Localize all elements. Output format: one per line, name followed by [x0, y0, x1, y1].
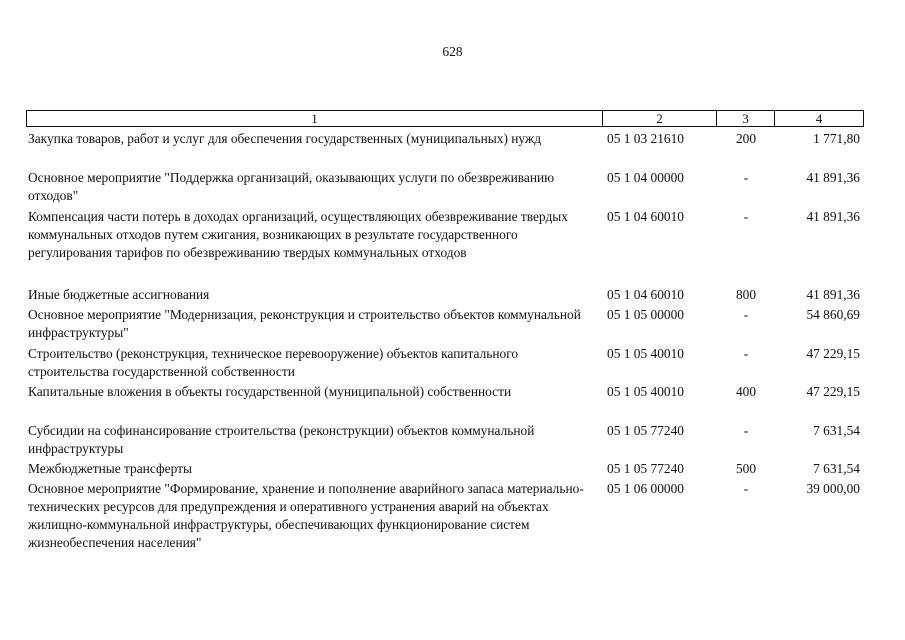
header-col-3: 3: [716, 111, 774, 126]
row-code: 05 1 04 60010: [607, 209, 684, 224]
row-amount: 7 631,54: [813, 461, 860, 476]
row-name: Строительство (реконструкция, техническое перевооружение) объектов капитального строительства государственной собственности: [28, 346, 519, 379]
table-row: [26, 306, 864, 342]
table-row: [26, 345, 864, 381]
row-amount: 47 229,15: [806, 346, 860, 361]
table-row: [26, 208, 864, 262]
row-code: 05 1 06 00000: [607, 481, 684, 496]
row-amount: 1 771,80: [813, 131, 860, 146]
row-type: -: [743, 346, 749, 361]
table-row: [26, 460, 864, 478]
row-type: 800: [735, 287, 757, 302]
row-code: 05 1 03 21610: [607, 131, 684, 146]
row-type: -: [743, 423, 749, 438]
table-row: [26, 383, 864, 401]
row-name: Межбюджетные трансферты: [28, 461, 192, 476]
row-name: Основное мероприятие "Поддержка организаций, оказывающих услуги по обезвреживанию отходов": [28, 170, 555, 203]
row-amount: 41 891,36: [806, 170, 860, 185]
row-amount: 54 860,69: [806, 307, 860, 322]
row-amount: 7 631,54: [813, 423, 860, 438]
budget-table: [26, 110, 864, 550]
row-code: 05 1 05 40010: [607, 346, 684, 361]
table-row: [26, 130, 864, 148]
row-name: Иные бюджетные ассигнования: [28, 287, 210, 302]
row-amount: 39 000,00: [806, 481, 860, 496]
row-type: -: [743, 481, 749, 496]
table-row: [26, 169, 864, 205]
header-col-4: 4: [774, 111, 863, 126]
row-name: Компенсация части потерь в доходах организаций, осуществляющих обезвреживание твердых коммунальных отходов путем сжигания, возникающих в результате государственного регулирования тарифов по обезвреживанию твердых коммунальных отходов: [28, 209, 568, 260]
row-type: -: [743, 307, 749, 322]
row-code: 05 1 04 60010: [607, 287, 684, 302]
row-code: 05 1 05 40010: [607, 384, 684, 399]
row-type: -: [743, 170, 749, 185]
row-name: Закупка товаров, работ и услуг для обеспечения государственных (муниципальных) нужд: [28, 131, 542, 146]
row-code: 05 1 05 77240: [607, 423, 684, 438]
table-row: [26, 422, 864, 458]
row-amount: 41 891,36: [806, 287, 860, 302]
row-amount: 41 891,36: [806, 209, 860, 224]
row-code: 05 1 05 00000: [607, 307, 684, 322]
table-header: [26, 110, 864, 127]
row-name: Капитальные вложения в объекты государственной (муниципальной) собственности: [28, 384, 512, 399]
table-row: [26, 480, 864, 552]
header-col-2: 2: [602, 111, 716, 126]
row-type: 200: [735, 131, 757, 146]
table-row: [26, 286, 864, 304]
row-type: 500: [735, 461, 757, 476]
row-name: Основное мероприятие "Формирование, хранение и пополнение аварийного запаса материально-технических ресурсов для предупреждения и оперативного устранения аварий на объектах жилищно-коммунальной инфраструктуры, обеспечивающих функционирование систем жизнеобеспечения населения": [28, 481, 584, 550]
header-col-1: 1: [311, 111, 318, 126]
row-amount: 47 229,15: [806, 384, 860, 399]
page-number: 628: [442, 44, 463, 59]
row-name: Основное мероприятие "Модернизация, реконструкция и строительство объектов коммунальной инфраструктуры": [28, 307, 581, 340]
row-type: 400: [735, 384, 757, 399]
row-type: -: [743, 209, 749, 224]
row-code: 05 1 05 77240: [607, 461, 684, 476]
row-code: 05 1 04 00000: [607, 170, 684, 185]
row-name: Субсидии на софинансирование строительства (реконструкции) объектов коммунальной инфраструктуры: [28, 423, 535, 456]
